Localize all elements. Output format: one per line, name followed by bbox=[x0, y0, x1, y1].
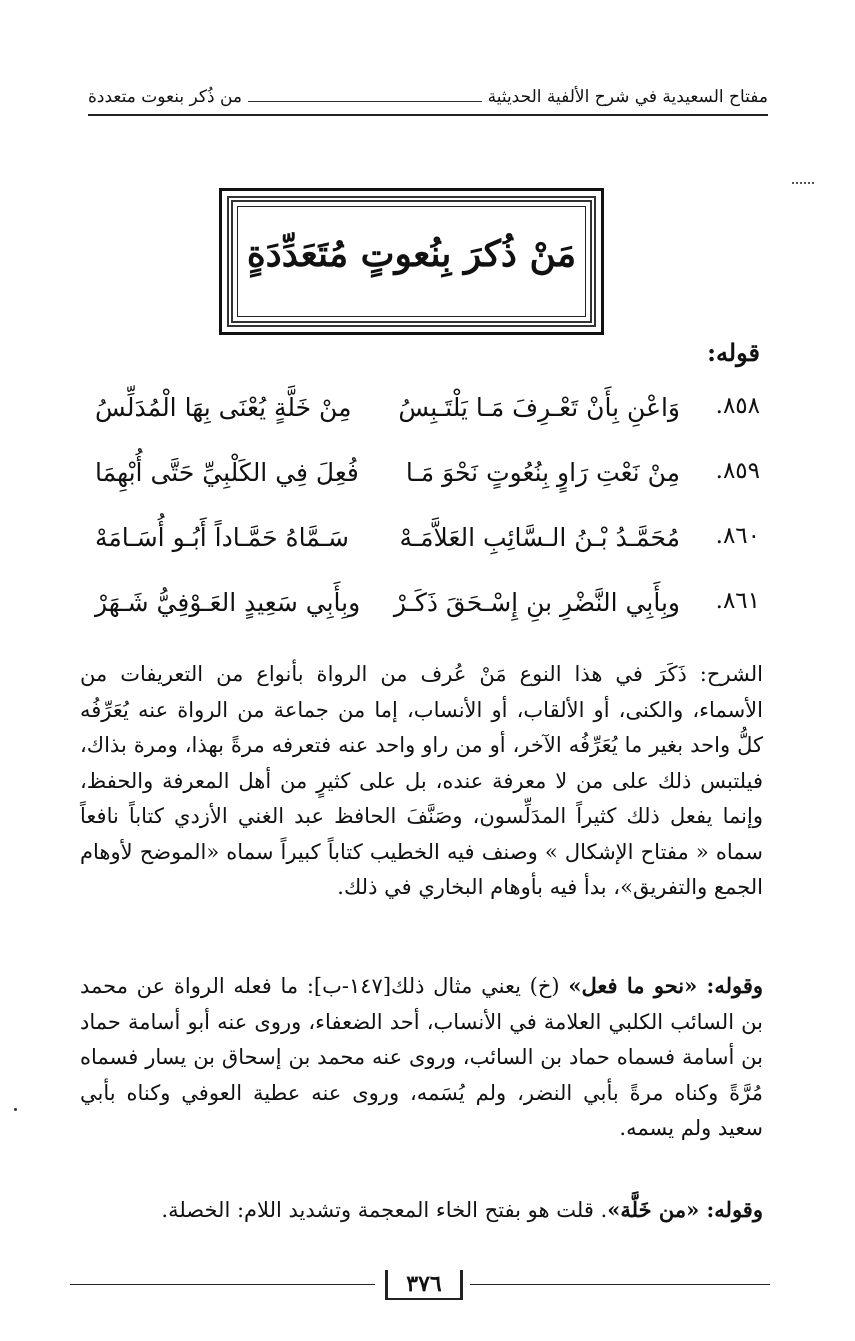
verse-number: ٨٥٩. bbox=[715, 458, 760, 484]
verse-second-hemistich: مِنْ خَلَّةٍ يُعْنَى بِهَا الْمُدَلِّسُ bbox=[95, 393, 352, 422]
qawluhu-label: قوله: bbox=[707, 338, 760, 367]
verse-first-hemistich: مِنْ نَعْتِ رَاوٍ بِنُعُوتٍ نَحْوَ مَـا bbox=[405, 458, 680, 487]
verse-861 bbox=[95, 588, 760, 632]
verse-second-hemistich: سَـمَّاهُ حَمَّـاداً أَبُـو أُسَـامَهْ bbox=[95, 523, 349, 552]
paragraph-lead: وقوله: «نحو ما فعل» bbox=[568, 973, 763, 998]
footer-rule-right bbox=[470, 1284, 770, 1285]
footer-rule-left bbox=[70, 1284, 375, 1285]
verse-858 bbox=[95, 393, 760, 437]
verse-859 bbox=[95, 458, 760, 502]
header-chapter-title: من ذُكر بنعوت متعددة bbox=[88, 87, 242, 107]
running-header bbox=[88, 80, 768, 116]
verse-860 bbox=[95, 523, 760, 567]
verse-number: ٨٦١. bbox=[715, 588, 760, 614]
page-number: ٣٧٦ bbox=[385, 1270, 463, 1300]
verse-second-hemistich: وبِأَبِي سَعِيدٍ العَـوْفِيُّ شَـهَرْ bbox=[95, 588, 361, 617]
verse-number: ٨٦٠. bbox=[715, 523, 760, 549]
verse-number: ٨٥٨. bbox=[715, 393, 760, 419]
chapter-title-frame bbox=[219, 188, 604, 335]
commentary-paragraph bbox=[80, 656, 763, 906]
commentary-paragraph bbox=[80, 968, 763, 1147]
paragraph-text: الشرح: ذَكَرَ في هذا النوع مَنْ عُرف من الرواة بأنواع من التعريفات من الأسماء، والكنى، أو الألقاب، أو الأنساب، إما من جماعة من الرواة عنه يُعَرِّفُه كلُّ واحد بغير ما يُعَرِّفُه الآخر، أو من راو واحد عنه فتعرفه مرةً بهذا، ومرة بذاك، فيلتبس ذلك على من لا معرفة عنده، بل على كثيرٍ من أهل المعرفة والحفظ، وإنما يفعل ذلك كثيراً المدَلِّسون، وصَنَّفَ الحافظ عبد الغني الأزدي كتاباً نافعاً سماه « مفتاح الإشكال » وصنف فيه الخطيب كتاباً كبيراً سماه «الموضح لأوهام الجمع والتفريق»، بدأ فيه بأوهام البخاري في ذلك. bbox=[80, 662, 763, 899]
paragraph-text: (خ) يعني مثال ذلك[١٤٧-ب]: ما فعله الرواة عن محمد بن السائب الكلبي العلامة في الأنساب، أحد الضعفاء، وروى عنه أبو أسامة حماد بن أسامة فسماه حماد بن السائب، وروى عنه محمد بن إسحاق بن يسار فسماه مُرَّةً وكناه مرةً بأبي النضر، ولم يُسَمه، وروى عنه عطية العوفي وكناه بأبي سعيد ولم يسمه. bbox=[80, 974, 763, 1140]
chapter-title: مَنْ ذُكرَ بِنُعوتٍ مُتَعَدِّدَةٍ bbox=[246, 233, 577, 275]
verse-first-hemistich: مُحَمَّـدُ بْـنُ الـسَّائِبِ العَلاَّمَـهْ bbox=[399, 523, 680, 552]
paragraph-text: . قلت هو بفتح الخاء المعجمة وتشديد اللام: الخصلة. bbox=[161, 1198, 608, 1222]
verse-first-hemistich: وَاعْنِ بِأَنْ تَعْـرِفَ مَـا يَلْتَـبِسُ bbox=[398, 393, 680, 422]
margin-dot bbox=[14, 1108, 17, 1111]
page-footer bbox=[70, 1270, 770, 1300]
verse-first-hemistich: وبِأَبِي النَّضْرِ بنِ إِسْـحَقَ ذَكَـرْ bbox=[393, 588, 680, 617]
header-book-title: مفتاح السعيدية في شرح الألفية الحديثية bbox=[487, 87, 768, 107]
commentary-paragraph bbox=[80, 1192, 763, 1229]
header-separator bbox=[248, 101, 482, 102]
verse-second-hemistich: فُعِلَ فِي الكَلْبِيِّ حَتَّى أُبْهِمَا bbox=[95, 458, 359, 487]
paragraph-lead: وقوله: «من خَلَّة» bbox=[607, 1197, 763, 1222]
margin-mark bbox=[792, 182, 814, 184]
